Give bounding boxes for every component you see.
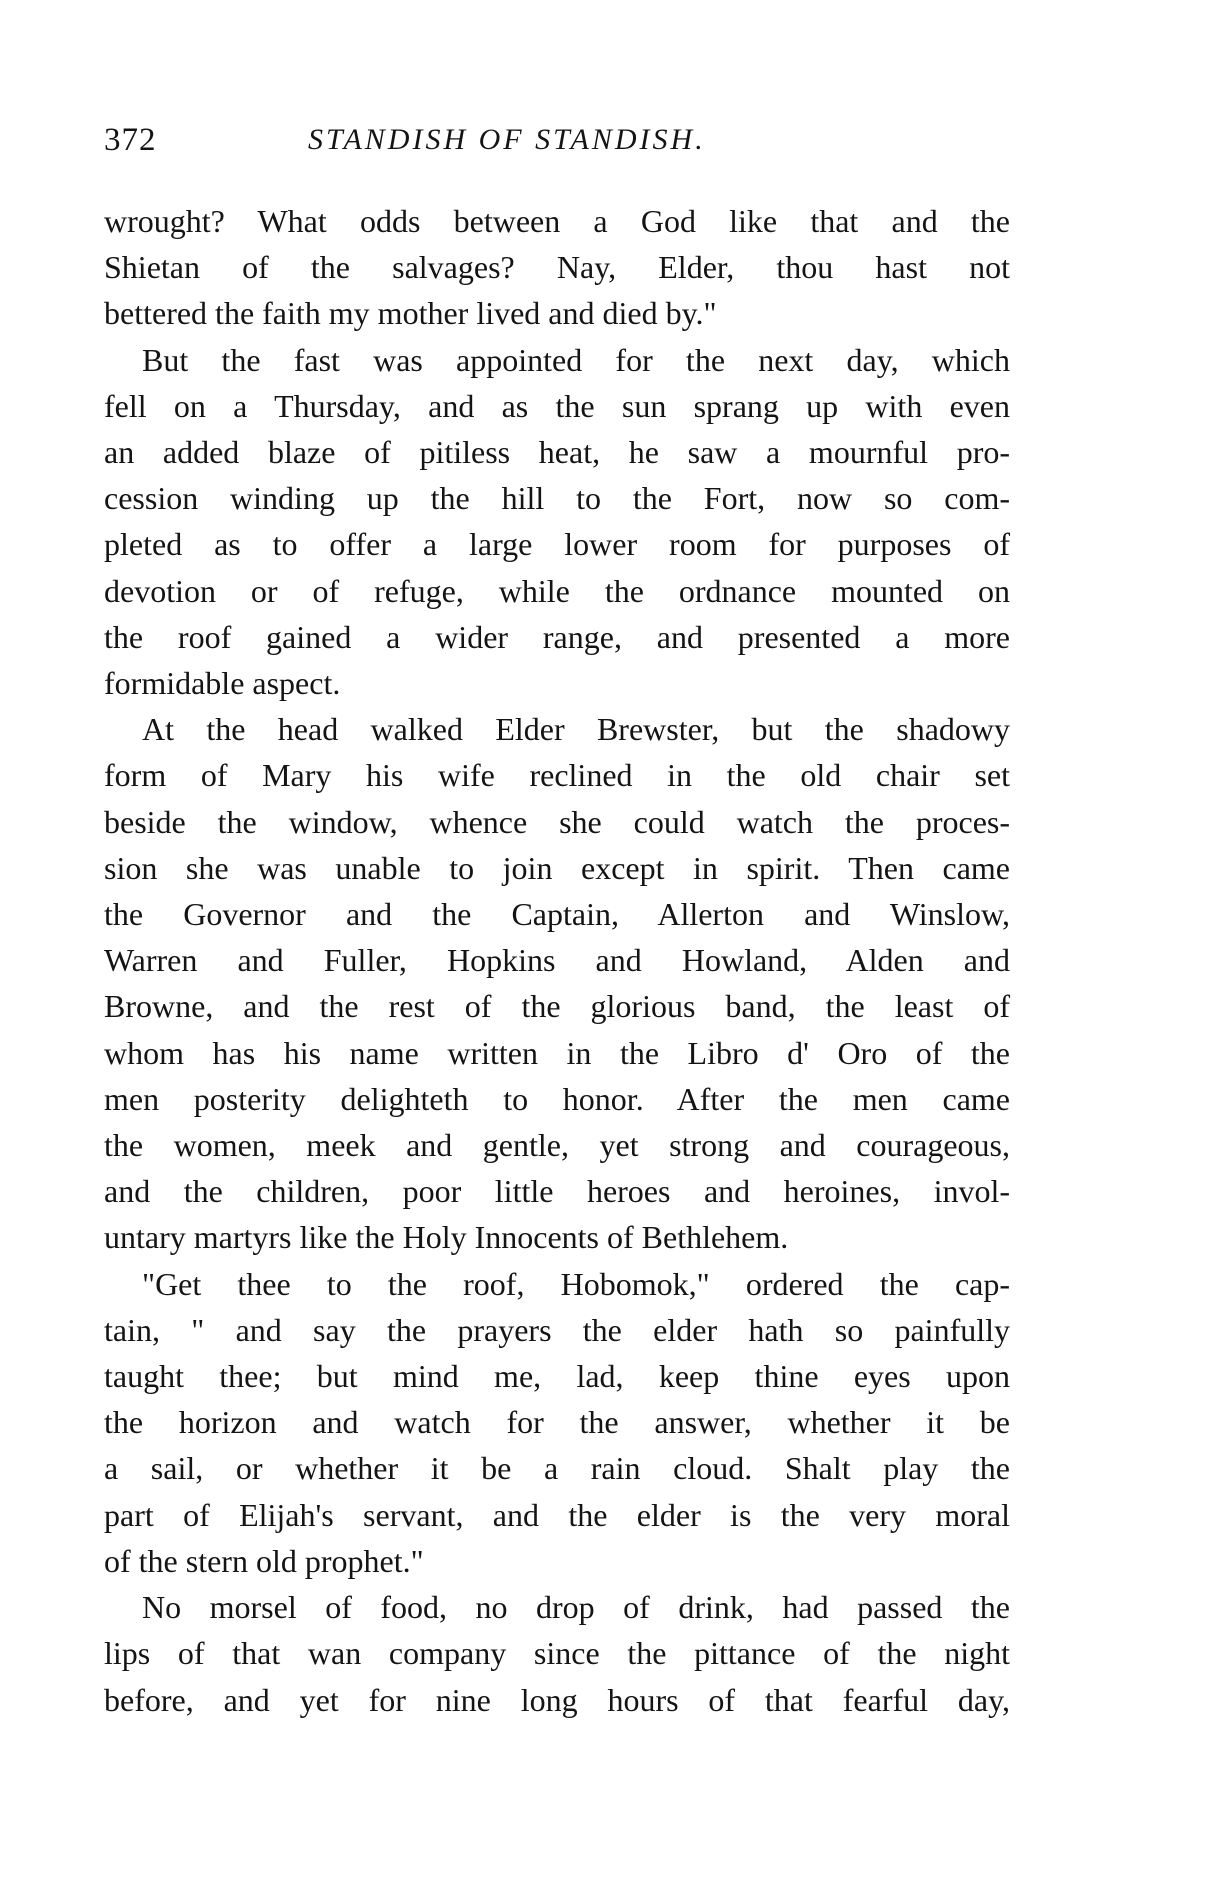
text-line: Browne, and the rest of the glorious band, the least of	[104, 988, 1010, 1025]
paragraph-4	[104, 1261, 1010, 1584]
running-title: STANDISH OF STANDISH.	[308, 123, 706, 156]
text-line: whom has his name written in the Libro d' Oro of the	[104, 1034, 1010, 1071]
text-line: beside the window, whence she could watch the proces-	[104, 803, 1010, 840]
paragraph-1	[104, 198, 1010, 337]
text-line: sion she was unable to join except in spirit. Then came	[104, 849, 1010, 886]
text-line: At the head walked Elder Brewster, but the shadowy	[142, 711, 1010, 748]
text-line: untary martyrs like the Holy Innocents of Bethlehem.	[104, 1219, 789, 1256]
text-line: Shietan of the salvages? Nay, Elder, thou hast not	[104, 249, 1010, 286]
text-line: before, and yet for nine long hours of that fearful day,	[104, 1681, 1010, 1718]
body-text	[104, 198, 1010, 1723]
paragraph-3	[104, 706, 1010, 1260]
text-line: a sail, or whether it be a rain cloud. Shalt play the	[104, 1450, 1010, 1487]
text-line: the roof gained a wider range, and presented a more	[104, 618, 1010, 655]
text-line: form of Mary his wife reclined in the old chair set	[104, 757, 1010, 794]
text-line: lips of that wan company since the pittance of the night	[104, 1635, 1010, 1672]
text-line: fell on a Thursday, and as the sun sprang up with even	[104, 387, 1010, 424]
text-line: tain, " and say the prayers the elder hath so painfully	[104, 1311, 1010, 1348]
text-line: devotion or of refuge, while the ordnance mounted on	[104, 572, 1010, 609]
text-line: taught thee; but mind me, lad, keep thine eyes upon	[104, 1358, 1010, 1395]
page-header	[104, 118, 1024, 162]
text-line: bettered the faith my mother lived and died by."	[104, 295, 717, 332]
text-line: Warren and Fuller, Hopkins and Howland, Alden and	[104, 942, 1010, 979]
text-line: wrought? What odds between a God like that and the	[104, 203, 1010, 239]
text-line: pleted as to offer a large lower room for purposes of	[104, 526, 1010, 563]
text-line: cession winding up the hill to the Fort, now so com-	[104, 480, 1010, 517]
text-line: But the fast was appointed for the next day, which	[142, 341, 1010, 378]
text-line: formidable aspect.	[104, 665, 341, 702]
text-line: and the children, poor little heroes and heroines, invol-	[104, 1173, 1010, 1210]
text-line: "Get thee to the roof, Hobomok," ordered the cap-	[142, 1265, 1010, 1302]
paragraph-2	[104, 337, 1010, 707]
text-line: the women, meek and gentle, yet strong and courageous,	[104, 1127, 1010, 1164]
text-line: part of Elijah's servant, and the elder is the very moral	[104, 1496, 1010, 1533]
text-line: the horizon and watch for the answer, whether it be	[104, 1404, 1010, 1441]
text-line: an added blaze of pitiless heat, he saw a mournful pro-	[104, 434, 1010, 471]
text-line: of the stern old prophet."	[104, 1542, 424, 1579]
page-number: 372	[104, 122, 157, 158]
paragraph-5	[104, 1584, 1010, 1723]
text-line: men posterity delighteth to honor. After the men came	[104, 1080, 1010, 1117]
text-line: No morsel of food, no drop of drink, had passed the	[142, 1589, 1010, 1626]
text-line: the Governor and the Captain, Allerton and Winslow,	[104, 896, 1010, 933]
